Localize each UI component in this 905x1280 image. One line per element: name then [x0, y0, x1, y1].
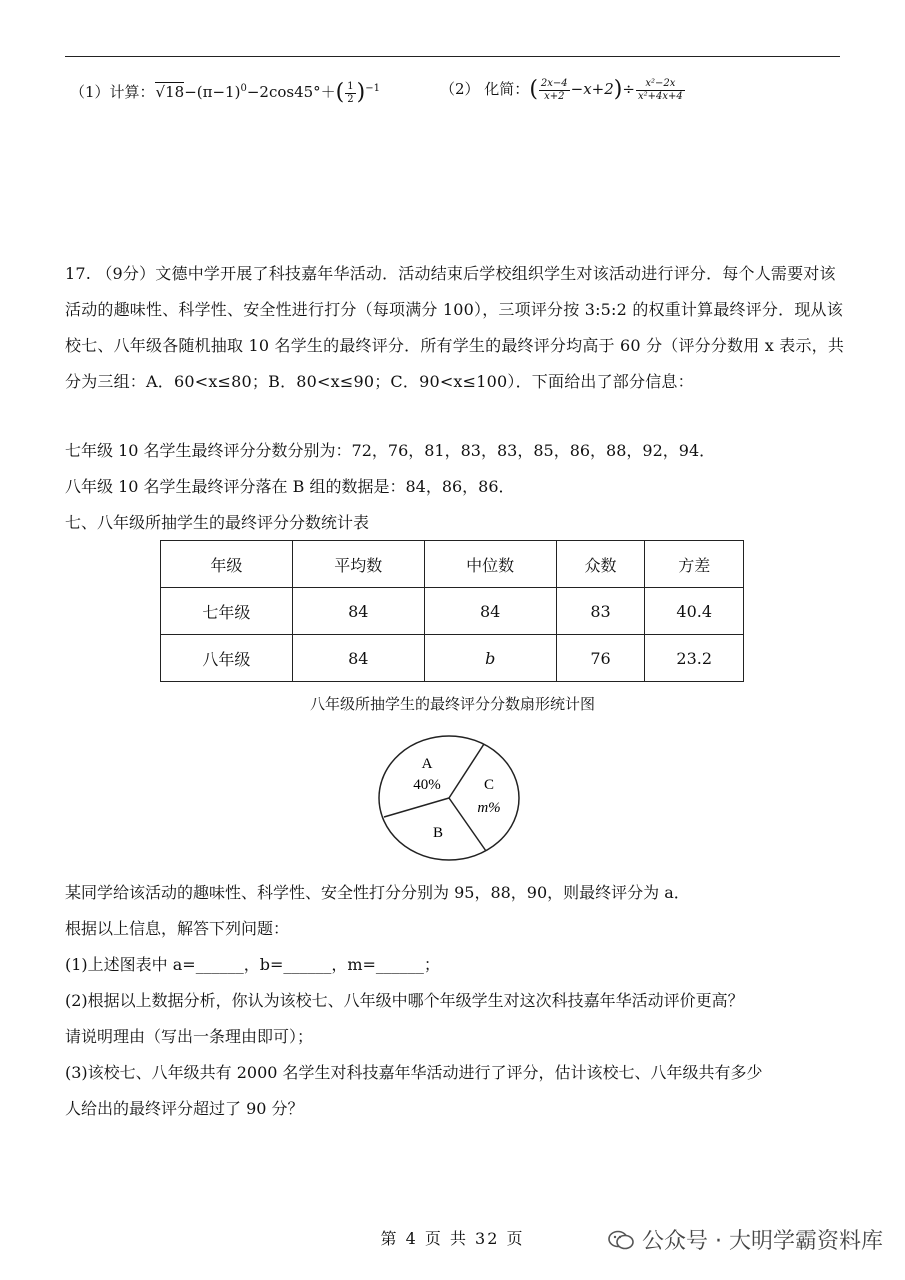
expr-c: −2cos45°＋ [246, 83, 336, 101]
table-header-cell: 中位数 [424, 541, 556, 588]
table-cell: 84 [292, 635, 424, 682]
stats-table [160, 540, 744, 682]
sqrt-expr: √18 [155, 83, 185, 101]
table-cell: 83 [556, 588, 645, 635]
table-cell: 40.4 [645, 588, 744, 635]
pie-value-a: 40% [413, 777, 441, 793]
question-2-cont: 请说明理由（写出一条理由即可）； [65, 1027, 314, 1046]
q16-part2-label: （2） 化简： [440, 80, 530, 98]
line-a: 某同学给该活动的趣味性、科学性、安全性打分分别为 95，88，90，则最终评分为 a． [65, 883, 690, 902]
table-header-cell: 年级 [161, 541, 293, 588]
table-header-cell: 方差 [645, 541, 744, 588]
table-cell: 84 [424, 588, 556, 635]
table-cell: 84 [292, 588, 424, 635]
table-cell: b [424, 635, 556, 682]
table-row [161, 635, 744, 682]
question-3: (3)该校七、八年级共有 2000 名学生对科技嘉年华活动进行了评分，估计该校七、八年级共有多少 [65, 1063, 763, 1082]
grade8-b-group: 八年级 10 名学生最终评分落在 B 组的数据是：84，86，86． [65, 477, 515, 496]
divide-sign: ÷ [622, 80, 635, 98]
table-header-cell: 平均数 [292, 541, 424, 588]
pie-label-b: B [432, 825, 444, 841]
header-rule [65, 56, 840, 57]
grade7-scores: 七年级 10 名学生最终评分分数分别为：72，76，81，83，83，85，86，88，92，94． [65, 441, 716, 460]
q16-part1: （1）计算：$√18-(\pi-1)^0-2\cos 45^\circ+$( $\frac{1}{2}$ )$^{-1}$ [70, 80, 380, 105]
mid-expr: −x+2 [570, 80, 614, 98]
fraction-1: $\frac{2x-4}{x+2}$ [540, 77, 568, 102]
q16-part2: （2） 化简：( $\frac{2x-4}{x+2}$ −x+2)÷ $\frac{\text{x²−2x}}{\text{x²+4x+4}}$ [440, 77, 683, 102]
pie-label-a: A [421, 756, 433, 772]
fraction-2: $\frac{\text{x²−2x}}{\text{x²+4x+4}}$ [637, 77, 683, 102]
question-3-cont: 人给出的最终评分超过了 90 分？ [65, 1099, 304, 1118]
exp-neg-one: −1 [365, 83, 380, 94]
pie-chart [376, 733, 522, 863]
expr-b: −(π−1) [184, 83, 241, 101]
table-cell: 八年级 [161, 635, 293, 682]
table-title: 七、八年级所抽学生的最终评分分数统计表 [65, 513, 370, 532]
q17-intro: 17. （9分）文德中学开展了科技嘉年华活动．活动结束后学校组织学生对该活动进行评分．每个人需要对该活动的趣味性、科学性、安全性进行打分（每项满分 100），三项评分按 3:5:2 的权重计算最终评分．现从该校七、八年级各随机抽取 10 名学生的最终评分．所有学生的最终评分均高于 60 分（评分分数用 x 表示，共分为三组：A．60<x≤80；B．80<x≤90；C．90<x≤100）．下面给出了部分信息： [65, 264, 845, 391]
pie-value-c: m% [477, 800, 501, 816]
table-cell: 76 [556, 635, 645, 682]
table-row [161, 588, 744, 635]
question-2: (2)根据以上数据分析，你认为该校七、八年级中哪个年级学生对这次科技嘉年华活动评价更高？ [65, 991, 744, 1010]
pie-label-c: C [483, 777, 495, 793]
table-cell: 23.2 [645, 635, 744, 682]
watermark [608, 1224, 883, 1255]
page-footer: 第 4 页 共 32 页 [380, 1229, 525, 1248]
question-1: (1)上述图表中 a=______，b=______，m=______； [65, 955, 440, 974]
table-header-row [161, 541, 744, 588]
line-b: 根据以上信息，解答下列问题： [65, 919, 290, 938]
watermark-text: 公众号 · 大明学霸资料库 [642, 1229, 883, 1254]
pie-title: 八年级所抽学生的最终评分分数扇形统计图 [309, 695, 595, 713]
half-fraction: $\frac{1}{2}$ [347, 80, 354, 105]
exp-zero: 0 [240, 83, 247, 94]
table-cell: 七年级 [161, 588, 293, 635]
q16-part1-label: （1）计算： [70, 83, 155, 101]
wechat-icon [608, 1230, 634, 1250]
table-header-cell: 众数 [556, 541, 645, 588]
